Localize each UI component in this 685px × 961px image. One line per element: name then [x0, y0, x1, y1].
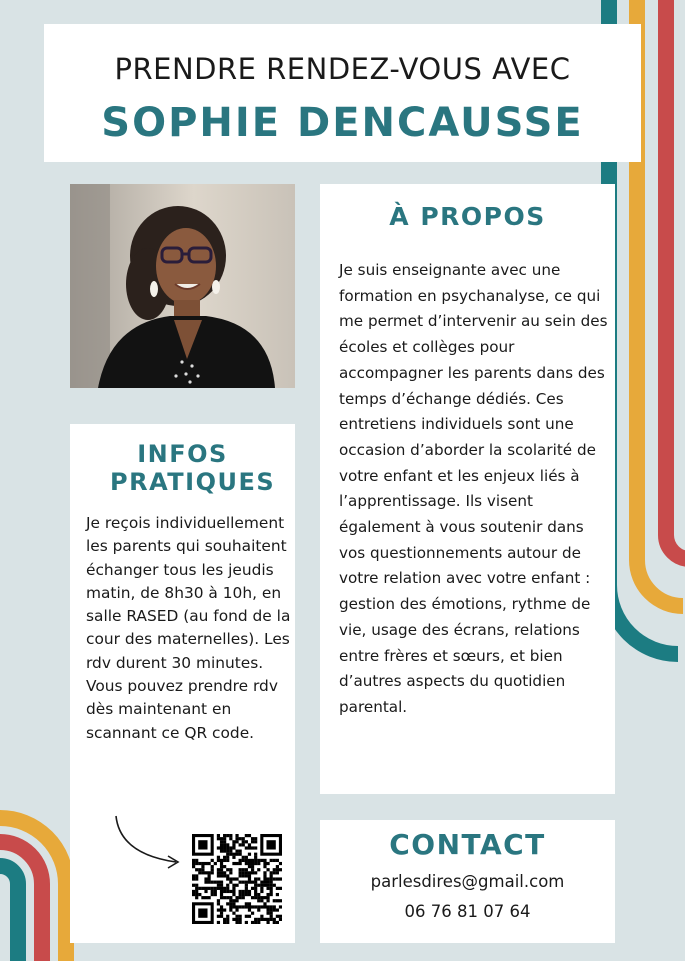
about-title: À PROPOS — [389, 202, 546, 231]
header-name: SOPHIE DENCAUSSE — [101, 100, 584, 146]
infos-title: INFOS PRATIQUES — [110, 440, 276, 496]
contact-card — [320, 820, 615, 943]
about-text: Je suis enseignante avec une formation en psychanalyse, ce qui me permet d’intervenir au sein des écoles et collèges pour accompagner les parents dans des temps d’échange dédiés. Ces entretiens individuels sont une occasion d’aborder la scolarité de votre enfant et les enjeux liés à l’apprentissage. Ils visent également à vous soutenir dans vos questionnements autour de votre relation avec votre enfant : gestion des émotions, rythme de vie, usage des écrans, relations entre frères et sœurs, et bien d’autres aspects du quotidien parental. — [339, 261, 608, 716]
qr-code[interactable] — [192, 834, 282, 924]
portrait-image — [70, 184, 295, 388]
arrow-icon — [108, 812, 188, 872]
header-line1: PRENDRE RENDEZ-VOUS AVEC — [114, 52, 571, 86]
contact-email[interactable]: parlesdires@gmail.com — [370, 872, 565, 891]
contact-title: CONTACT — [389, 828, 546, 861]
about-card — [320, 184, 615, 794]
infos-text: Je reçois individuellement les parents qui souhaitent échanger tous les jeudis matin, de 8h30 à 10h, en salle RASED (au fond de la cour des maternelles). Les rdv durent 30 minutes. Vous pouvez prendre rdv dès maintenant en scannant ce QR code. — [86, 514, 291, 742]
header-card — [44, 24, 641, 162]
portrait-photo — [70, 184, 295, 388]
contact-phone[interactable]: 06 76 81 07 64 — [404, 902, 531, 921]
